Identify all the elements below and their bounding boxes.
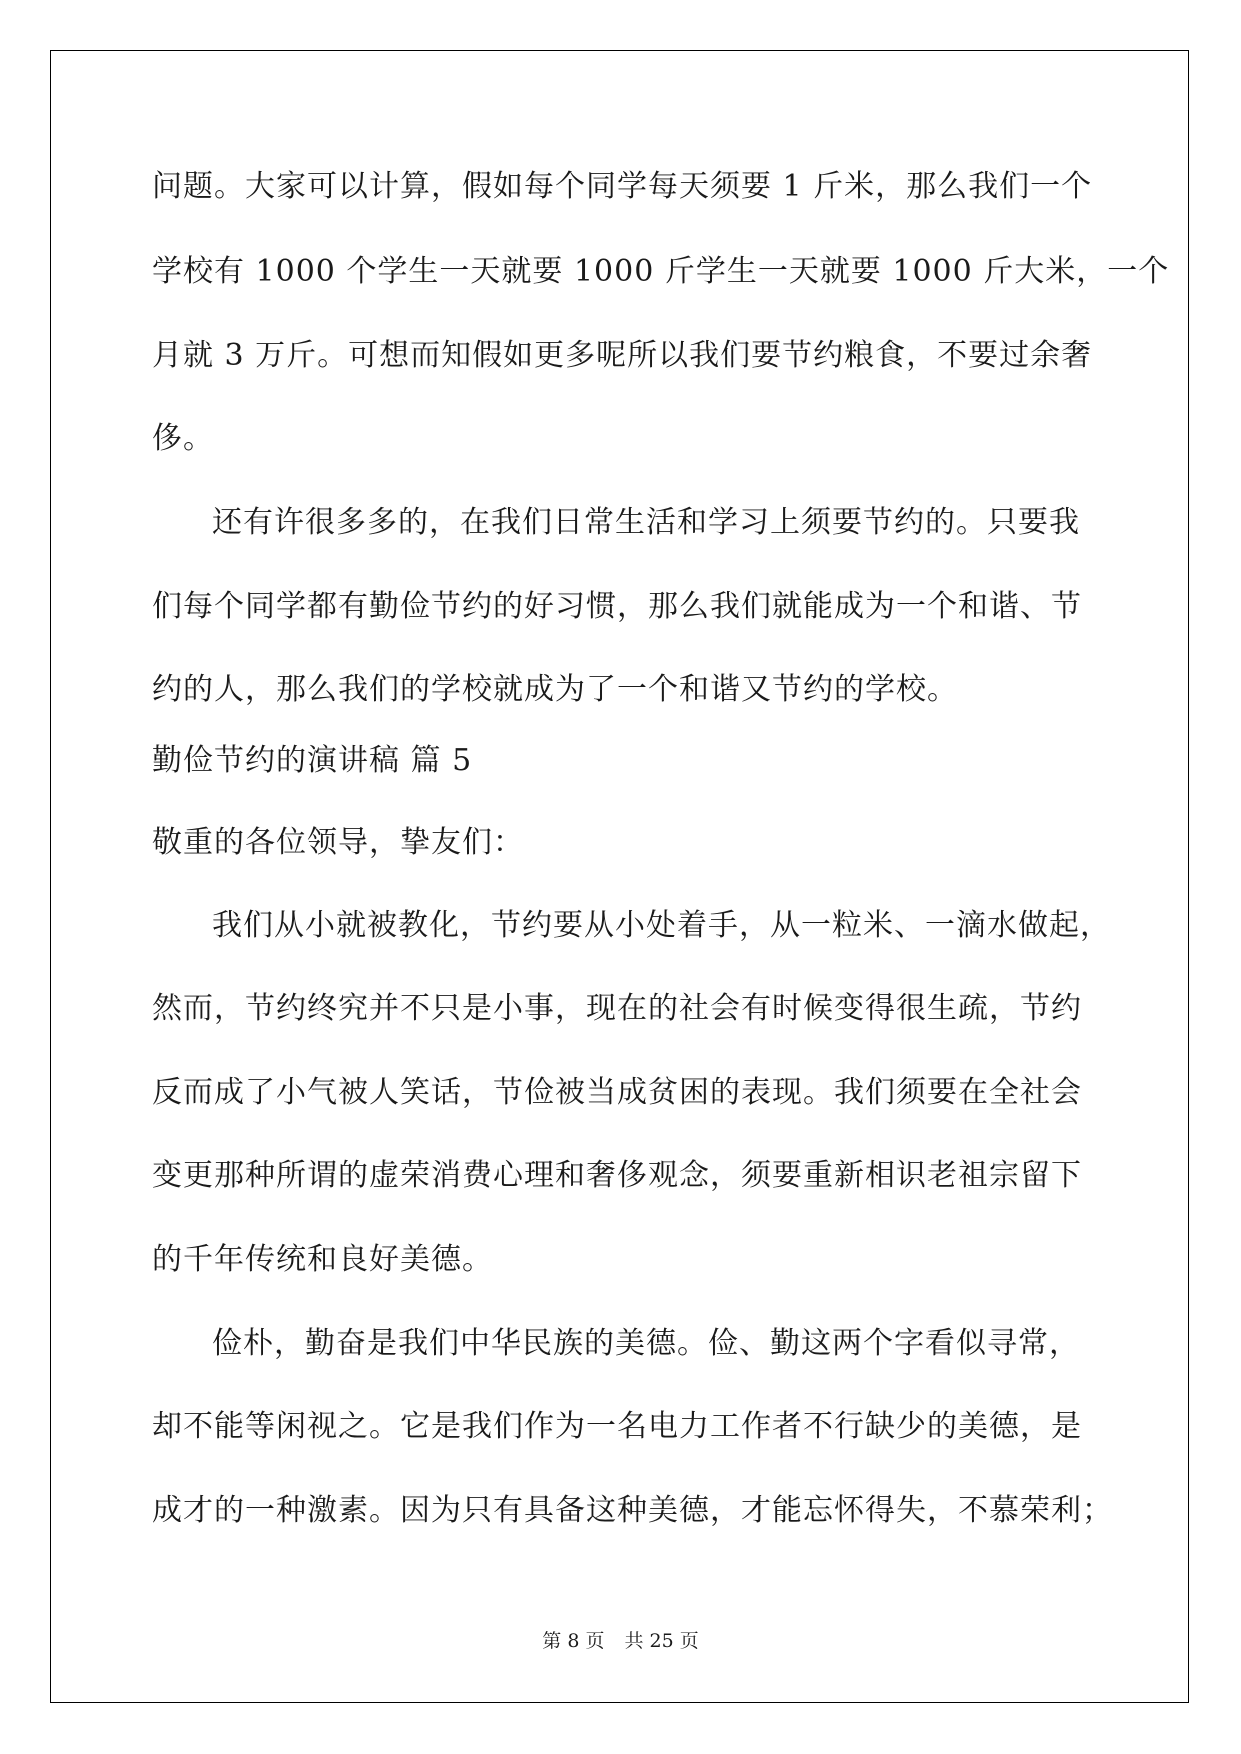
body-text-line: 然而，节约终究并不只是小事，现在的社会有时候变得很生疏，节约 (152, 991, 1082, 1026)
body-text-line: 问题。大家可以计算，假如每个同学每天须要 1 斤米，那么我们一个 (152, 169, 1093, 204)
page-border (50, 50, 1189, 1703)
body-text-line: 反而成了小气被人笑话，节俭被当成贫困的表现。我们须要在全社会 (152, 1075, 1082, 1110)
body-text-line: 却不能等闲视之。它是我们作为一名电力工作者不行缺少的美德，是 (152, 1409, 1082, 1444)
section-heading: 勤俭节约的演讲稿 篇 5 (152, 743, 473, 778)
body-text-line: 约的人，那么我们的学校就成为了一个和谐又节约的学校。 (152, 672, 958, 707)
body-text-line: 成才的一种激素。因为只有具备这种美德，才能忘怀得失，不慕荣利； (152, 1493, 1113, 1528)
salutation: 敬重的各位领导，挚友们： (152, 825, 524, 860)
body-text-line: 变更那种所谓的虚荣消费心理和奢侈观念，须要重新相识老祖宗留下 (152, 1158, 1082, 1193)
body-text-line: 月就 3 万斤。可想而知假如更多呢所以我们要节约粮食，不要过余奢 (152, 338, 1093, 373)
body-text-line: 学校有 1000 个学生一天就要 1000 斤学生一天就要 1000 斤大米，一个 (152, 254, 1170, 289)
body-text-line: 们每个同学都有勤俭节约的好习惯，那么我们就能成为一个和谐、节 (152, 589, 1082, 624)
body-text-line: 侈。 (152, 421, 214, 456)
paragraph-first-line: 我们从小就被教化，节约要从小处着手，从一粒米、一滴水做起， (212, 908, 1111, 943)
page-footer (0, 1626, 1241, 1653)
current-page-label: 第 8 页 (542, 1630, 605, 1652)
paragraph-first-line: 还有许很多多的，在我们日常生活和学习上须要节约的。只要我 (212, 505, 1080, 540)
total-pages-label: 共 25 页 (624, 1630, 699, 1652)
body-text-line: 的千年传统和良好美德。 (152, 1242, 493, 1277)
paragraph-first-line: 俭朴，勤奋是我们中华民族的美德。俭、勤这两个字看似寻常， (212, 1326, 1080, 1361)
